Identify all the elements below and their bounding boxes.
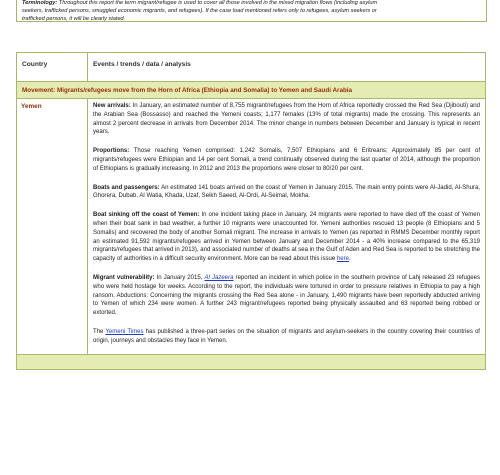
vulnerability-paragraph: Migrant vulnerability: In January 2015, Al Jazeera reported an incident in which police in the southern province of Lahj released 23 refugees who were held hostage for weeks. According to the report, the individuals were tortured in order to pressure relatives in Ethiopia to pay a high ransom. Abductions: Concerning the migrants crossing the Red Sea alone - in January, 1,490 migrants have been reportedly abducted arriving to Yemen of which 234 were women. A further 243 migrant/refugees reported being physically assaulted and 63 reported being robbed or extorted. — [93, 274, 480, 317]
terminology-line-3: trafficked persons, it will be clearly stated. — [22, 15, 126, 22]
terminology-line-1: Throughout this report the term migrant/refugee is used to cover all those involved in the mixed migration flows (including asylum — [58, 0, 378, 6]
document-page — [8, 0, 488, 370]
new-arrivals-paragraph: New arrivals: In January, an estimated number of 8,755 migrant/refugees from the Horn of Africa reportedly crossed the Red Sea (Djibouti) and the Arabian Sea (Bossasso) and reached the Yemeni coasts; 1,177 females (13% of total migrants) made the crossing. This represents an almost 2 percent decrease in arrivals from December 2014. The minor change in numbers between December and January is typical in recent years. — [93, 103, 480, 136]
boats-paragraph: Boats and passengers: An estimated 141 boats arrived on the coast of Yemen in January 2015. The main entry points were Al-Jadid, Al-Shura, Ghorera, Dubab, Al Watia, Khada, Uzaf, Seikh Saeed, Al-Ordi, Al-Seimal, Mokha. — [93, 184, 480, 200]
country-column-header: Country — [17, 53, 88, 82]
table-footer-row — [17, 354, 486, 369]
yemeni-times-link[interactable]: Yemeni Times — [105, 328, 144, 335]
proportions-paragraph: Proportions: Those reaching Yemen comprised: 1,242 Somalis, 7,507 Ethiopians and 6 Eritreans; Approximately 85 per cent of migrants/refugees were Ethiopian and 14 per cent Somali, a trend continually observed during the last quarter of 2014, although the proportion of Ethiopians is gradually increasing. In 2012 and 2013 the proportions were closer to 80/20 per cent. — [93, 148, 480, 172]
movement-heading: Movement: Migrants/refugees move from the Horn of Africa (Ethiopia and Somalia) to Yemen and Saudi Arabia — [17, 82, 486, 99]
country-cell: Yemen — [17, 99, 88, 355]
table-row — [17, 99, 486, 355]
table-header-row — [17, 53, 486, 82]
boat-sinking-paragraph: Boat sinking off the coast of Yemen: In one incident taking place in January, 24 migrants were reported to have died off the coast of Yemen when their boat sank in bad weather, a further 10 migrants were unaccounted for. Yemeni authorities rescued 13 people (8 Ethiopians and 5 Somalis) and recovered the body of another Somali migrant. The increase in arrivals to Yemen (as reported in RMMS December monthly report an estimated 91,592 migrants/refugees arrived in Yemen between January and December 2014 - a 40% increase compared to the 65,319 migrants/refugees that arrived in 2013), and associated number of deaths at sea in the Gulf of Aden and Red Sea is reported to be stretching the capacity of authorities in a difficult security environment. More can be read about this issue here. — [93, 212, 480, 263]
movement-heading-row — [17, 82, 486, 99]
here-link[interactable]: here — [336, 256, 350, 263]
al-jazeera-link[interactable]: Al Jazeera — [204, 274, 234, 281]
yemeni-times-paragraph: The Yemeni Times has published a three-part series on the situation of migrants and asylum-seekers in the country covering their countries of origin, journeys and obstacles they face in Yemen. — [93, 328, 480, 344]
events-column-header: Events / trends / data / analysis — [88, 53, 486, 82]
terminology-note — [16, 0, 487, 22]
terminology-label: Terminology: — [22, 0, 58, 6]
events-cell — [88, 99, 486, 355]
movement-table — [16, 52, 486, 370]
terminology-line-2: seekers, trafficked persons, smuggled economic migrants, and refugees). If the case load mentioned refers only to refugees, asylum seekers or — [22, 7, 377, 14]
